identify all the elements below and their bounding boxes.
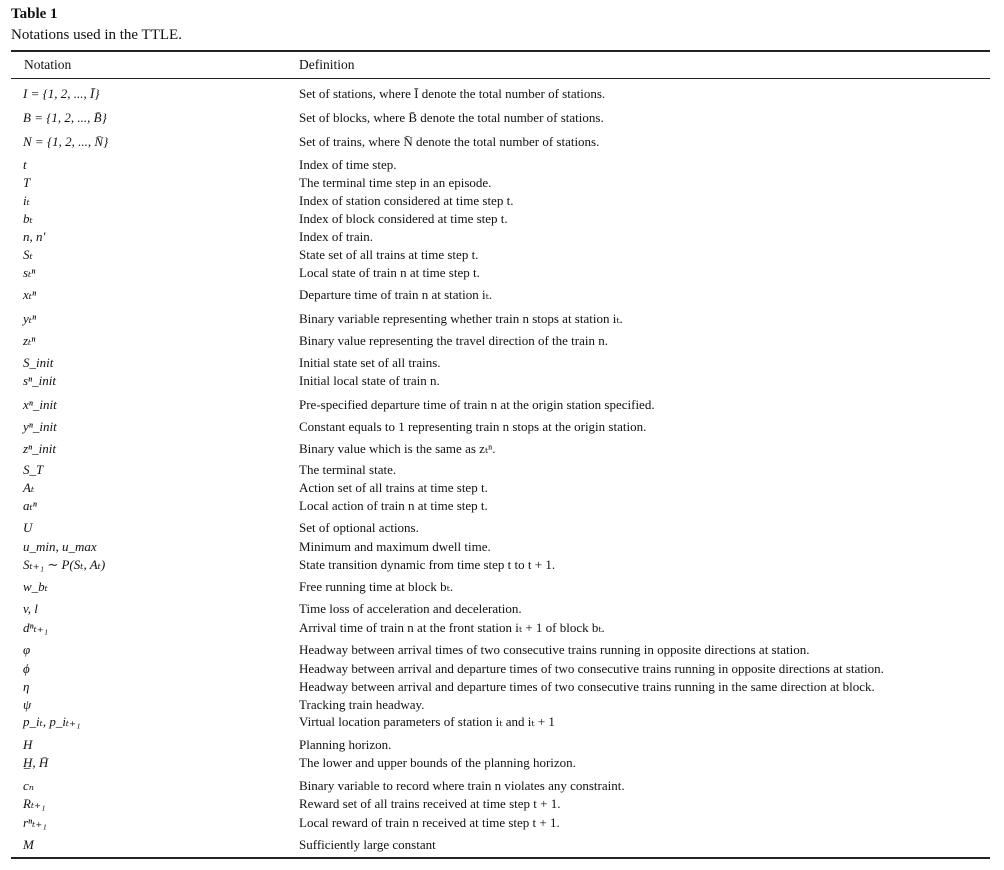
definition-cell: The terminal state.: [299, 462, 397, 477]
definition-cell: Binary variable representing whether train n stops at station iₜ.: [299, 311, 623, 326]
table-row: [0, 211, 1004, 229]
definition-cell: Binary value which is the same as zₜⁿ.: [299, 441, 496, 456]
table-label: Table 1: [11, 6, 58, 22]
table-row: [0, 265, 1004, 283]
notation-cell: n, n′: [23, 229, 46, 244]
definition-cell: Constant equals to 1 representing train n stops at the origin station.: [299, 419, 647, 434]
notation-cell: sⁿ_init: [23, 373, 56, 388]
definition-cell: Index of block considered at time step t.: [299, 211, 508, 226]
notation-cell: B = {1, 2, ..., B̄}: [23, 110, 107, 125]
table-row: [0, 247, 1004, 265]
definition-cell: Local action of train n at time step t.: [299, 498, 488, 513]
notation-cell: bₜ: [23, 211, 33, 226]
notation-cell: rⁿₜ₊₁: [23, 815, 47, 830]
notation-cell: v, l: [23, 601, 38, 616]
notation-cell: Aₜ: [23, 480, 35, 495]
notation-cell: N = {1, 2, ..., N̄}: [23, 134, 109, 149]
table-row: [0, 419, 1004, 437]
definition-cell: Set of trains, where N̄ denote the total number of stations.: [299, 134, 600, 149]
table-row: [0, 697, 1004, 715]
table-row: [0, 333, 1004, 351]
notation-cell: H̲, H̄: [23, 755, 49, 770]
table-row: [0, 498, 1004, 516]
definition-cell: Tracking train headway.: [299, 697, 425, 712]
definition-cell: Headway between arrival and departure times of two consecutive trains running in the same direction at block.: [299, 679, 875, 694]
definition-cell: Binary value representing the travel direction of the train n.: [299, 333, 608, 348]
table-row: [0, 397, 1004, 415]
table-row: [0, 579, 1004, 597]
definition-cell: Index of station considered at time step t.: [299, 193, 514, 208]
notation-cell: iₜ: [23, 193, 30, 208]
notation-cell: Rₜ₊₁: [23, 796, 46, 811]
table-row: [0, 86, 1004, 104]
definition-cell: Pre-specified departure time of train n at the origin station specified.: [299, 397, 655, 412]
notation-cell: xₜⁿ: [23, 287, 37, 302]
bottom-rule: [11, 857, 990, 859]
definition-cell: Arrival time of train n at the front station iₜ + 1 of block bₜ.: [299, 620, 605, 635]
table-row: [0, 134, 1004, 152]
definition-cell: Sufficiently large constant: [299, 837, 436, 852]
table-row: [0, 815, 1004, 833]
definition-cell: Set of blocks, where B̄ denote the total number of stations.: [299, 110, 604, 125]
notation-cell: xⁿ_init: [23, 397, 57, 412]
definition-cell: Index of train.: [299, 229, 374, 244]
definition-cell: Binary variable to record where train n violates any constraint.: [299, 778, 625, 793]
table-row: [0, 110, 1004, 128]
notation-cell: t: [23, 157, 27, 172]
table-row: [0, 480, 1004, 498]
table-row: [0, 520, 1004, 538]
definition-cell: Set of optional actions.: [299, 520, 419, 535]
table-row: [0, 778, 1004, 796]
definition-cell: Reward set of all trains received at time step t + 1.: [299, 796, 561, 811]
table-caption: Notations used in the TTLE.: [11, 27, 182, 43]
notation-cell: ψ: [23, 697, 32, 712]
definition-cell: State transition dynamic from time step t to t + 1.: [299, 557, 556, 572]
notation-cell: yₜⁿ: [23, 311, 37, 326]
definition-cell: Minimum and maximum dwell time.: [299, 539, 491, 554]
notation-cell: φ: [23, 642, 31, 657]
table-row: [0, 796, 1004, 814]
notation-cell: M: [23, 837, 34, 852]
table-row: [0, 601, 1004, 619]
table-row: [0, 355, 1004, 373]
top-rule: [11, 50, 990, 52]
table-row: [0, 714, 1004, 732]
definition-cell: Local reward of train n received at time step t + 1.: [299, 815, 560, 830]
notation-cell: H: [23, 737, 33, 752]
definition-cell: Free running time at block bₜ.: [299, 579, 454, 594]
definition-cell: State set of all trains at time step t.: [299, 247, 479, 262]
definition-cell: Index of time step.: [299, 157, 397, 172]
header-definition: Definition: [299, 57, 355, 72]
notation-cell: I = {1, 2, ..., Ī}: [23, 86, 100, 101]
notation-cell: yⁿ_init: [23, 419, 57, 434]
notation-cell: aₜⁿ: [23, 498, 37, 513]
table-row: [0, 441, 1004, 459]
notation-cell: u_min, u_max: [23, 539, 97, 554]
table-row: [0, 642, 1004, 660]
definition-cell: The terminal time step in an episode.: [299, 175, 492, 190]
definition-cell: Headway between arrival times of two consecutive trains running in opposite directions at station.: [299, 642, 810, 657]
notation-cell: S_init: [23, 355, 54, 370]
notation-cell: zⁿ_init: [23, 441, 56, 456]
table-row: [0, 755, 1004, 773]
notation-cell: cₙ: [23, 778, 35, 793]
table-row: [0, 373, 1004, 391]
notation-cell: ϕ: [23, 661, 30, 676]
header-notation: Notation: [24, 57, 72, 72]
definition-cell: Virtual location parameters of station iₜ and iₜ + 1: [299, 714, 555, 729]
notation-cell: η: [23, 679, 30, 694]
notation-cell: zₜⁿ: [23, 333, 36, 348]
table-row: [0, 311, 1004, 329]
table-row: [0, 193, 1004, 211]
definition-cell: Planning horizon.: [299, 737, 392, 752]
table-row: [0, 679, 1004, 697]
table-row: [0, 229, 1004, 247]
notation-cell: U: [23, 520, 33, 535]
notation-cell: Sₜ₊₁ ∼ P(Sₜ, Aₜ): [23, 557, 106, 572]
notation-cell: dⁿₜ₊₁: [23, 620, 49, 635]
notation-cell: T: [23, 175, 31, 190]
table-row: [0, 157, 1004, 175]
header-rule: [11, 78, 990, 79]
table-row: [0, 462, 1004, 480]
definition-cell: Set of stations, where Ī denote the total number of stations.: [299, 86, 606, 101]
table-row: [0, 737, 1004, 755]
table-row: [0, 837, 1004, 855]
notation-cell: sₜⁿ: [23, 265, 36, 280]
definition-cell: Headway between arrival and departure times of two consecutive trains running in opposite directions at station.: [299, 661, 884, 676]
notation-cell: p_iₜ, p_iₜ₊₁: [23, 714, 81, 729]
table-row: [0, 539, 1004, 557]
table-row: [0, 557, 1004, 575]
definition-cell: Action set of all trains at time step t.: [299, 480, 488, 495]
notation-cell: Sₜ: [23, 247, 33, 262]
table-row: [0, 287, 1004, 305]
notation-cell: S_T: [23, 462, 44, 477]
definition-cell: Time loss of acceleration and deceleration.: [299, 601, 522, 616]
definition-cell: Initial state set of all trains.: [299, 355, 441, 370]
table-row: [0, 620, 1004, 638]
table-row: [0, 661, 1004, 679]
table-row: [0, 175, 1004, 193]
definition-cell: Initial local state of train n.: [299, 373, 440, 388]
definition-cell: The lower and upper bounds of the planning horizon.: [299, 755, 576, 770]
notation-cell: w_bₜ: [23, 579, 48, 594]
definition-cell: Local state of train n at time step t.: [299, 265, 480, 280]
definition-cell: Departure time of train n at station iₜ.: [299, 287, 493, 302]
